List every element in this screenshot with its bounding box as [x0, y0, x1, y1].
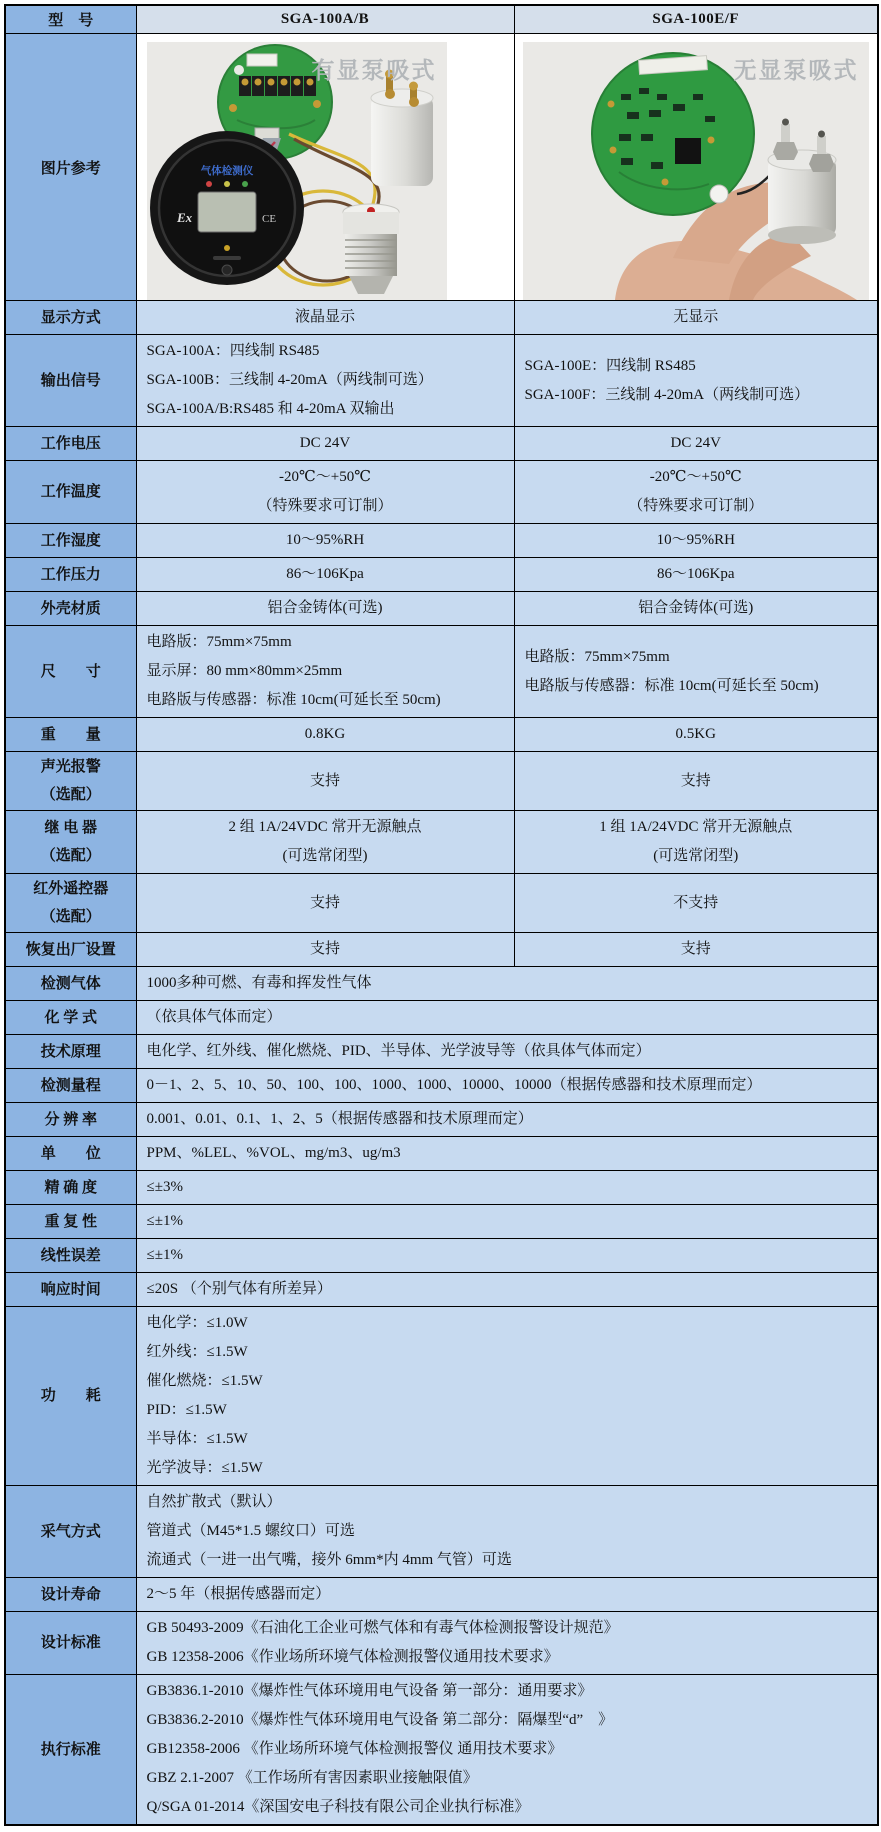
spec-row [5, 874, 878, 933]
spec-row-label: 执行标准 [5, 1675, 136, 1826]
right-photo-watermark: 无显泵吸式 [733, 58, 859, 83]
sensor-cylinder-icon [768, 119, 836, 245]
spec-value-model-b: 无显示 [514, 301, 878, 335]
spec-row-label: 继 电 器 （选配） [5, 811, 136, 874]
spec-value-merged: ≤±3% [136, 1171, 878, 1205]
spec-row-label: 工作温度 [5, 461, 136, 524]
spec-value-model-b: 支持 [514, 752, 878, 811]
spec-row-label: 技术原理 [5, 1035, 136, 1069]
spec-value-merged: 0.001、0.01、0.1、1、2、5（根据传感器和技术原理而定） [136, 1103, 878, 1137]
image-row-label: 图片参考 [5, 34, 136, 301]
gas-detector-no-display-photo [523, 42, 869, 300]
spec-row [5, 626, 878, 718]
spec-value-model-b: -20℃～+50℃ （特殊要求可订制） [514, 461, 878, 524]
spec-row [5, 1239, 878, 1273]
svg-text:CE: CE [261, 213, 276, 225]
spec-row [5, 1137, 878, 1171]
spec-value-model-b: 10～95%RH [514, 524, 878, 558]
spec-row [5, 752, 878, 811]
spec-value-model-b: SGA-100E：四线制 RS485 SGA-100F：三线制 4-20mA（两线制可选） [514, 335, 878, 427]
model-header-label: 型 号 [5, 5, 136, 34]
spec-value-model-b: 铝合金铸体(可选) [514, 592, 878, 626]
spec-value-merged: ≤20S （个别气体有所差异） [136, 1273, 878, 1307]
spec-row-label: 响应时间 [5, 1273, 136, 1307]
spec-value-model-b: 不支持 [514, 874, 878, 933]
detector-head-icon [150, 131, 304, 285]
spec-row-label: 精 确 度 [5, 1171, 136, 1205]
spec-row [5, 524, 878, 558]
spec-value-model-a: 铝合金铸体(可选) [136, 592, 514, 626]
svg-text:Ex: Ex [176, 210, 192, 225]
spec-value-model-a: 2 组 1A/24VDC 常开无源触点 (可选常闭型) [136, 811, 514, 874]
spec-row [5, 967, 878, 1001]
spec-row [5, 335, 878, 427]
spec-value-model-a: -20℃～+50℃ （特殊要求可订制） [136, 461, 514, 524]
spec-row-label: 红外遥控器 （选配） [5, 874, 136, 933]
spec-value-merged: PPM、%LEL、%VOL、mg/m3、ug/m3 [136, 1137, 878, 1171]
spec-row-label: 恢复出厂设置 [5, 933, 136, 967]
spec-row-label: 外壳材质 [5, 592, 136, 626]
spec-value-model-a: 10～95%RH [136, 524, 514, 558]
spec-row [5, 1307, 878, 1486]
spec-value-merged: 电化学、红外线、催化燃烧、PID、半导体、光学波导等（依具体气体而定） [136, 1035, 878, 1069]
spec-row [5, 592, 878, 626]
spec-row [5, 1069, 878, 1103]
spec-row-label: 检测量程 [5, 1069, 136, 1103]
pcb-board-icon [592, 53, 754, 215]
spec-row-label: 显示方式 [5, 301, 136, 335]
spec-value-model-b: 86～106Kpa [514, 558, 878, 592]
spec-value-merged: 1000多种可燃、有毒和挥发性气体 [136, 967, 878, 1001]
spec-row-label: 设计寿命 [5, 1578, 136, 1612]
spec-row [5, 1612, 878, 1675]
spec-row [5, 1486, 878, 1578]
spec-value-model-a: 86～106Kpa [136, 558, 514, 592]
spec-row-label: 采气方式 [5, 1486, 136, 1578]
spec-row [5, 1578, 878, 1612]
photo-cell-right [514, 34, 878, 301]
spec-row [5, 811, 878, 874]
spec-row-label: 工作压力 [5, 558, 136, 592]
spec-value-model-a: 支持 [136, 874, 514, 933]
spec-value-model-a: 液晶显示 [136, 301, 514, 335]
spec-value-merged: ≤±1% [136, 1205, 878, 1239]
spec-value-model-b: 支持 [514, 933, 878, 967]
gas-detector-with-display-photo [147, 42, 447, 300]
model-a-header: SGA-100A/B [136, 5, 514, 34]
spec-row-label: 设计标准 [5, 1612, 136, 1675]
spec-row [5, 1675, 878, 1826]
spec-row-label: 功 耗 [5, 1307, 136, 1486]
spec-row-label: 分 辨 率 [5, 1103, 136, 1137]
spec-value-model-a: 支持 [136, 752, 514, 811]
spec-row [5, 558, 878, 592]
image-reference-row [5, 34, 878, 301]
spec-row [5, 718, 878, 752]
spec-value-model-a: 支持 [136, 933, 514, 967]
spec-row [5, 301, 878, 335]
spec-row-label: 工作湿度 [5, 524, 136, 558]
spec-value-merged: 电化学：≤1.0W 红外线：≤1.5W 催化燃烧：≤1.5W PID：≤1.5W 半导体：≤1.5W 光学波导：≤1.5W [136, 1307, 878, 1486]
model-b-header: SGA-100E/F [514, 5, 878, 34]
spec-row [5, 1171, 878, 1205]
spec-value-model-a: 电路版：75mm×75mm 显示屏：80 mm×80mm×25mm 电路版与传感器：标准 10cm(可延长至 50cm) [136, 626, 514, 718]
spec-row-label: 线性误差 [5, 1239, 136, 1273]
svg-text:气体检测仪: 气体检测仪 [200, 166, 253, 177]
spec-value-merged: GB 50493-2009《石油化工企业可燃气体和有毒气体检测报警设计规范》 GB 12358-2006《作业场所环境气体检测报警仪通用技术要求》 [136, 1612, 878, 1675]
spec-value-model-a: SGA-100A：四线制 RS485 SGA-100B：三线制 4-20mA（两线制可选） SGA-100A/B:RS485 和 4-20mA 双输出 [136, 335, 514, 427]
spec-value-model-a: DC 24V [136, 427, 514, 461]
spec-row-label: 检测气体 [5, 967, 136, 1001]
model-header-row [5, 5, 878, 34]
spec-value-merged: （依具体气体而定） [136, 1001, 878, 1035]
spec-table [4, 4, 879, 1826]
spec-value-model-a: 0.8KG [136, 718, 514, 752]
spec-value-merged: GB3836.1-2010《爆炸性气体环境用电气设备 第一部分：通用要求》 GB3836.2-2010《爆炸性气体环境用电气设备 第二部分：隔爆型“d” 》 GB12358-2006 《作业场所环境气体检测报警仪 通用技术要求》 GBZ 2.1-2007 《工作场所有害因素职业接触限值》 Q/SGA 01-2014《深国安电子科技有限公司企业执行标准》 [136, 1675, 878, 1826]
spec-row [5, 427, 878, 461]
spec-row [5, 1273, 878, 1307]
spec-row-label: 化 学 式 [5, 1001, 136, 1035]
spec-row-label: 声光报警 （选配） [5, 752, 136, 811]
photo-cell-left [136, 34, 514, 301]
spec-row [5, 1035, 878, 1069]
spec-value-model-b: 电路版：75mm×75mm 电路版与传感器：标准 10cm(可延长至 50cm) [514, 626, 878, 718]
spec-row [5, 933, 878, 967]
spec-row-label: 工作电压 [5, 427, 136, 461]
spec-row [5, 1001, 878, 1035]
spec-value-merged: ≤±1% [136, 1239, 878, 1273]
spec-value-model-b: DC 24V [514, 427, 878, 461]
spec-value-merged: 自然扩散式（默认） 管道式（M45*1.5 螺纹口）可选 流通式（一进一出气嘴，接外 6mm*内 4mm 气管）可选 [136, 1486, 878, 1578]
spec-row [5, 1103, 878, 1137]
spec-value-model-b: 0.5KG [514, 718, 878, 752]
spec-value-merged: 2～5 年（根据传感器而定） [136, 1578, 878, 1612]
spec-value-model-b: 1 组 1A/24VDC 常开无源触点 (可选常闭型) [514, 811, 878, 874]
sensor-cylinder-icon [343, 204, 399, 294]
pump-sensor-icon [371, 70, 433, 187]
spec-row-label: 尺 寸 [5, 626, 136, 718]
spec-row-label: 重 量 [5, 718, 136, 752]
spec-value-merged: 0－1、2、5、10、50、100、100、1000、1000、10000、10000（根据传感器和技术原理而定） [136, 1069, 878, 1103]
spec-row [5, 1205, 878, 1239]
spec-row [5, 461, 878, 524]
left-photo-watermark: 有显泵吸式 [311, 58, 437, 83]
spec-row-label: 单 位 [5, 1137, 136, 1171]
spec-row-label: 重 复 性 [5, 1205, 136, 1239]
spec-row-label: 输出信号 [5, 335, 136, 427]
